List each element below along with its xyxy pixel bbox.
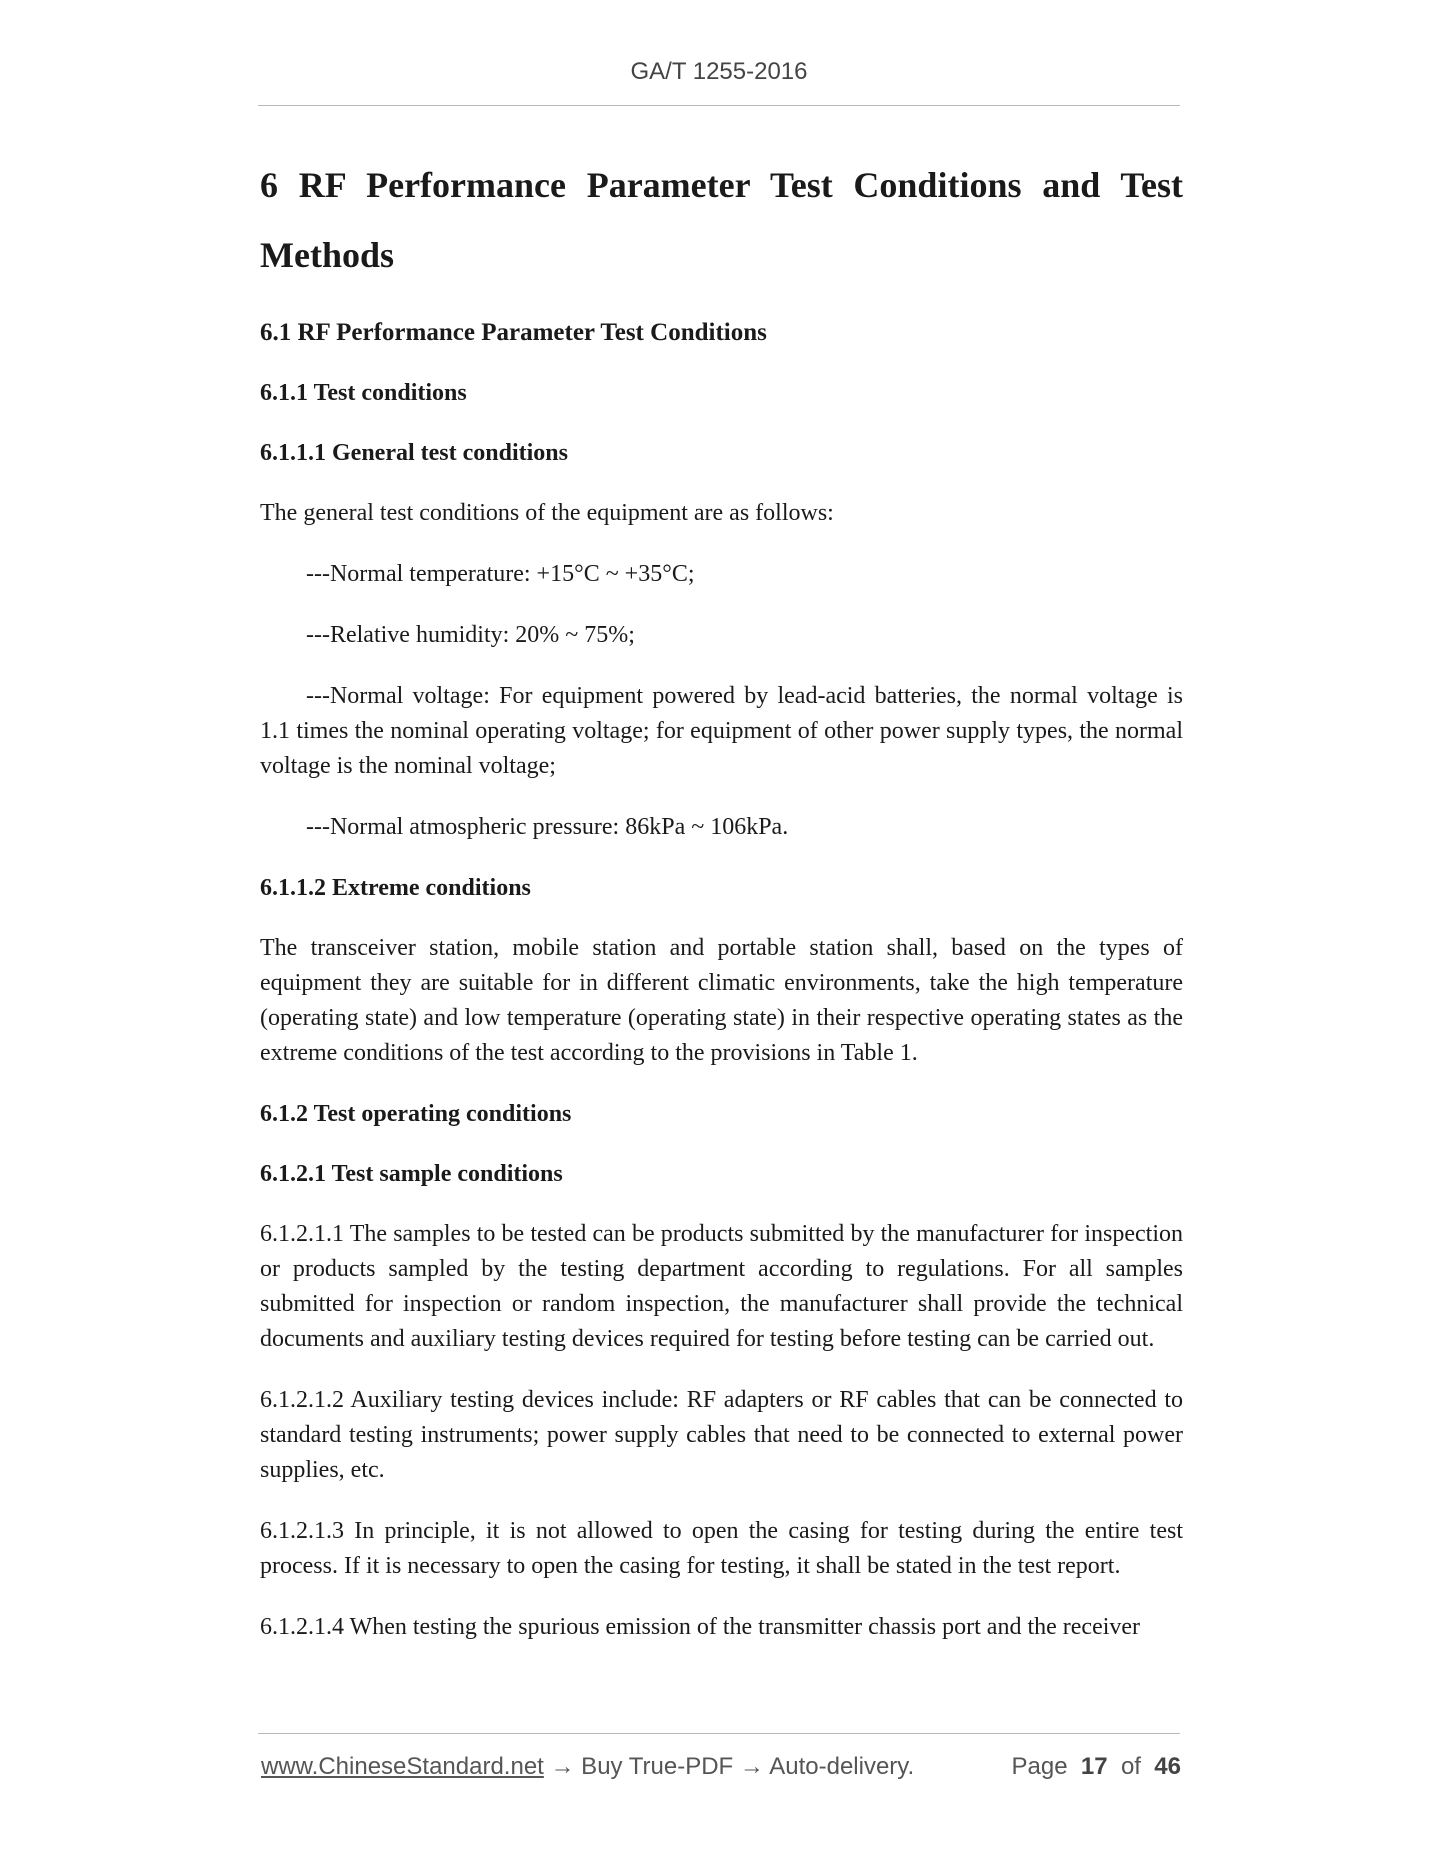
paragraph-6-1-2-1-1: 6.1.2.1.1 The samples to be tested can be products submitted by the manufacturer for inspection or products sampled by the testing department according to regulations. For all samples submitted for inspection or random inspection, the manufacturer shall provide the technical documents and auxiliary testing devices required for testing before testing can be carried out. bbox=[260, 1221, 1183, 1352]
header-divider bbox=[258, 105, 1180, 106]
paragraph-6-1-2-1-4: 6.1.2.1.4 When testing the spurious emission of the transmitter chassis port and the receiver bbox=[260, 1614, 1141, 1640]
list-item-temperature: ---Normal temperature: +15°C ~ +35°C; bbox=[306, 561, 695, 587]
list-item-pressure: ---Normal atmospheric pressure: 86kPa ~ 106kPa. bbox=[306, 814, 789, 840]
footer-promo bbox=[261, 1753, 914, 1780]
page-number: 17 bbox=[1080, 1753, 1108, 1780]
document-id-header: GA/T 1255-2016 bbox=[630, 58, 808, 85]
clause-heading-extreme-conditions: 6.1.1.2 Extreme conditions bbox=[260, 875, 531, 901]
section-heading-line2: Methods bbox=[260, 235, 394, 275]
page-footer bbox=[261, 1753, 1181, 1781]
page-content bbox=[260, 150, 1183, 1645]
clause-heading-general-test-conditions: 6.1.1.1 General test conditions bbox=[260, 440, 568, 466]
subsection-heading: 6.1 RF Performance Parameter Test Conditions bbox=[260, 319, 767, 346]
paragraph-extreme: The transceiver station, mobile station and portable station shall, based on the types of equipment they are suitable for in different climatic environments, take the high temperature (operating state) and low temperature (operating state) in their respective operating states as the extreme conditions of the test according to the provisions in Table 1. bbox=[260, 935, 1183, 1066]
section-heading-line1: 6 RF Performance Parameter Test Conditions and Test bbox=[260, 165, 1183, 205]
paragraph-general: The general test conditions of the equipment are as follows: bbox=[260, 500, 834, 526]
section-heading bbox=[260, 150, 1183, 290]
page-indicator bbox=[1011, 1753, 1181, 1781]
of-label: of bbox=[1120, 1753, 1141, 1780]
footer-divider bbox=[258, 1733, 1180, 1734]
page-label: Page bbox=[1011, 1753, 1068, 1780]
clause-heading-test-operating-conditions: 6.1.2 Test operating conditions bbox=[260, 1101, 572, 1127]
paragraph-6-1-2-1-2: 6.1.2.1.2 Auxiliary testing devices include: RF adapters or RF cables that can be connected to standard testing instruments; power supply cables that need to be connected to external power supplies, etc. bbox=[260, 1387, 1183, 1483]
page-total: 46 bbox=[1154, 1753, 1181, 1780]
list-item-humidity: ---Relative humidity: 20% ~ 75%; bbox=[306, 622, 635, 648]
paragraph-6-1-2-1-3: 6.1.2.1.3 In principle, it is not allowed to open the casing for testing during the entire test process. If it is necessary to open the casing for testing, it shall be stated in the test report. bbox=[260, 1518, 1183, 1579]
website-link[interactable]: www.ChineseStandard.net bbox=[261, 1753, 544, 1780]
footer-promo-text: → Buy True-PDF → Auto-delivery. bbox=[543, 1753, 915, 1780]
clause-heading-test-conditions: 6.1.1 Test conditions bbox=[260, 380, 467, 406]
list-item-voltage: ---Normal voltage: For equipment powered by lead-acid batteries, the normal voltage is 1.1 times the nominal operating voltage; for equipment of other power supply types, the normal voltage is the nominal voltage; bbox=[260, 683, 1183, 779]
clause-heading-test-sample-conditions: 6.1.2.1 Test sample conditions bbox=[260, 1161, 563, 1187]
